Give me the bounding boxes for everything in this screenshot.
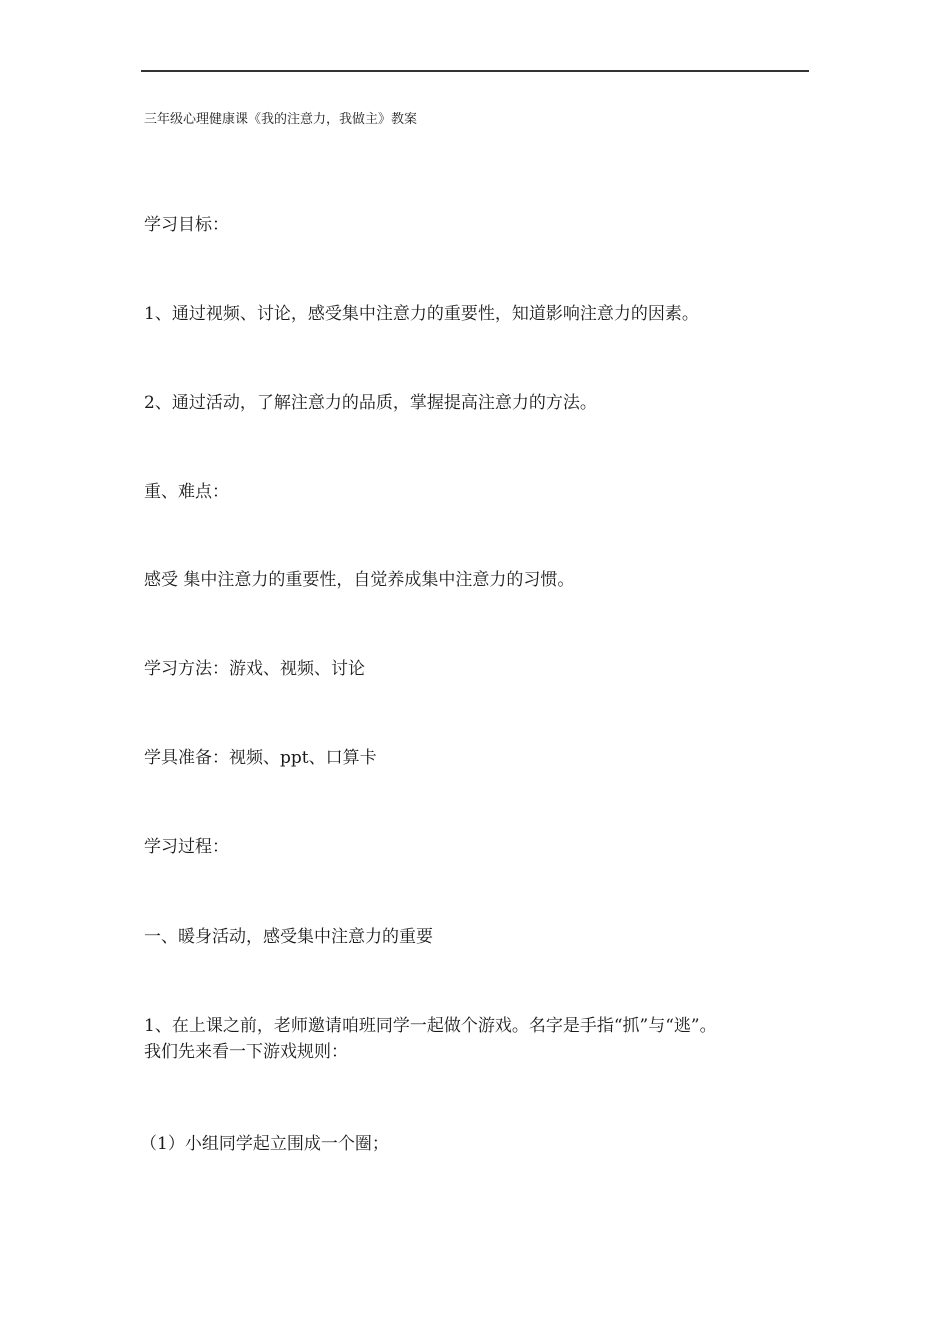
learning-materials: 学具准备：视频、ppt、口算卡 <box>144 748 377 768</box>
document-header-title: 三年级心理健康课《我的注意力，我做主》教案 <box>144 112 418 127</box>
rule-item-1: （1）小组同学起立围成一个圈； <box>140 1134 389 1154</box>
step-1-line-2: 我们先来看一下游戏规则： <box>144 1042 348 1062</box>
goal-item-1: 1、通过视频、讨论，感受集中注意力的重要性，知道影响注意力的因素。 <box>144 304 699 324</box>
goal-item-2: 2、通过活动，了解注意力的品质，掌握提高注意力的方法。 <box>144 393 597 413</box>
step-1-paragraph <box>144 1013 808 1065</box>
goals-heading: 学习目标： <box>144 215 229 235</box>
header-divider <box>141 70 809 72</box>
step-1-line-1: 1、在上课之前，老师邀请咱班同学一起做个游戏。名字是手指“抓”与“逃”。 <box>144 1016 717 1036</box>
process-heading: 学习过程： <box>144 837 229 857</box>
key-points-text: 感受 集中注意力的重要性，自觉养成集中注意力的习惯。 <box>144 570 575 590</box>
learning-methods: 学习方法：游戏、视频、讨论 <box>144 659 365 679</box>
section-1-heading: 一、暖身活动，感受集中注意力的重要 <box>144 927 433 947</box>
key-points-heading: 重、难点： <box>144 482 229 502</box>
